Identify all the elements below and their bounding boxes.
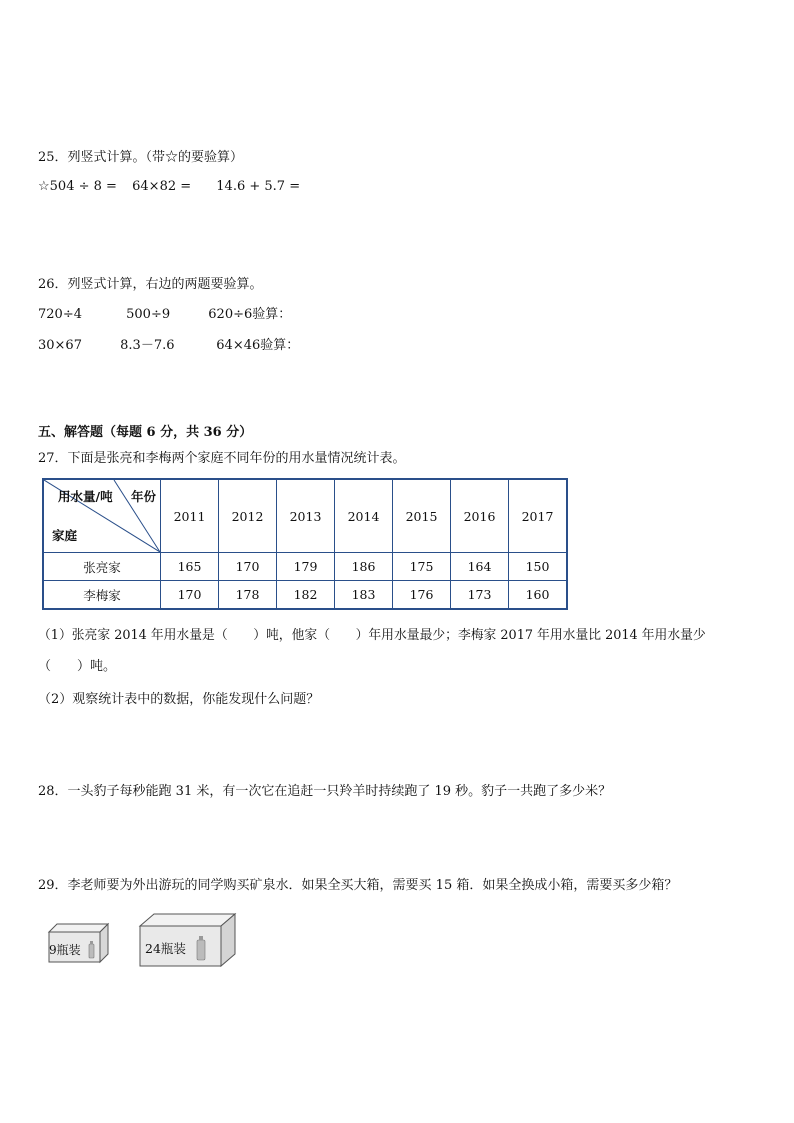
year-header: 2017 — [509, 479, 568, 553]
year-header: 2014 — [335, 479, 393, 553]
year-header: 2013 — [277, 479, 335, 553]
q27-title: 27．下面是张亮和李梅两个家庭不同年份的用水量情况统计表。 — [38, 451, 406, 466]
table-cell: 170 — [161, 581, 219, 610]
q25-item-3: 14.6 + 5.7 = — [216, 179, 301, 194]
small-water-box — [46, 922, 112, 964]
table-cell: 165 — [161, 553, 219, 581]
table-corner-cell — [43, 479, 161, 553]
corner-label-family: 家庭 — [52, 528, 78, 543]
q26-title: 26．列竖式计算，右边的两题要验算。 — [38, 277, 263, 292]
table-cell: 164 — [451, 553, 509, 581]
q26-item-3: 620÷6验算： — [208, 307, 292, 322]
table-row — [43, 553, 567, 581]
year-header: 2011 — [161, 479, 219, 553]
year-header: 2015 — [393, 479, 451, 553]
table-row — [43, 581, 567, 610]
q25-item-1: ☆504 ÷ 8 = — [38, 179, 117, 194]
table-cell: 182 — [277, 581, 335, 610]
table-cell: 186 — [335, 553, 393, 581]
big-box-label: 24瓶装 — [145, 941, 186, 956]
big-water-box — [138, 912, 238, 968]
q26-item-6: 64×46验算： — [216, 338, 300, 353]
table-cell: 150 — [509, 553, 568, 581]
q26-row-1 — [38, 303, 291, 322]
section-5-heading: 五、解答题（每题 6 分，共 36 分） — [38, 425, 253, 440]
q28-title: 28．一头豹子每秒能跑 31 米，有一次它在追赶一只羚羊时持续跑了 19 秒。豹子一共跑了多少米？ — [38, 784, 612, 799]
table-cell: 175 — [393, 553, 451, 581]
row-family-name: 李梅家 — [43, 581, 161, 610]
q29-title: 29．李老师要为外出游玩的同学购买矿泉水．如果全买大箱，需要买 15 箱．如果全换成小箱，需要买多少箱？ — [38, 878, 678, 893]
q26-item-4: 30×67 — [38, 338, 82, 353]
year-header: 2016 — [451, 479, 509, 553]
table-cell: 183 — [335, 581, 393, 610]
table-cell: 170 — [219, 553, 277, 581]
q27-sub1-line2: （ ）吨。 — [38, 659, 117, 674]
q27-sub2: （2）观察统计表中的数据，你能发现什么问题？ — [38, 692, 320, 707]
table-cell: 179 — [277, 553, 335, 581]
year-header: 2012 — [219, 479, 277, 553]
small-box-label: 9瓶装 — [49, 943, 81, 957]
table-cell: 178 — [219, 581, 277, 610]
water-usage-table — [42, 478, 568, 610]
table-cell: 176 — [393, 581, 451, 610]
row-family-name: 张亮家 — [43, 553, 161, 581]
q26-item-2: 500÷9 — [126, 307, 171, 322]
q25-items — [38, 179, 300, 194]
table-cell: 173 — [451, 581, 509, 610]
q27-sub1-line1: （1）张亮家 2014 年用水量是（ ）吨，他家（ ）年用水量最少；李梅家 2017 年用水量比 2014 年用水量少 — [38, 628, 706, 643]
q25-title: 25．列竖式计算。（带☆的要验算） — [38, 150, 244, 165]
q26-row-2 — [38, 334, 299, 353]
corner-label-usage: 用水量/吨 — [58, 489, 113, 504]
q25-item-2: 64×82 = — [132, 179, 192, 194]
q26-item-1: 720÷4 — [38, 307, 82, 322]
table-cell: 160 — [509, 581, 568, 610]
q26-item-5: 8.3－7.6 — [120, 338, 175, 353]
table-header-row — [43, 479, 567, 553]
corner-label-year: 年份 — [130, 489, 156, 504]
